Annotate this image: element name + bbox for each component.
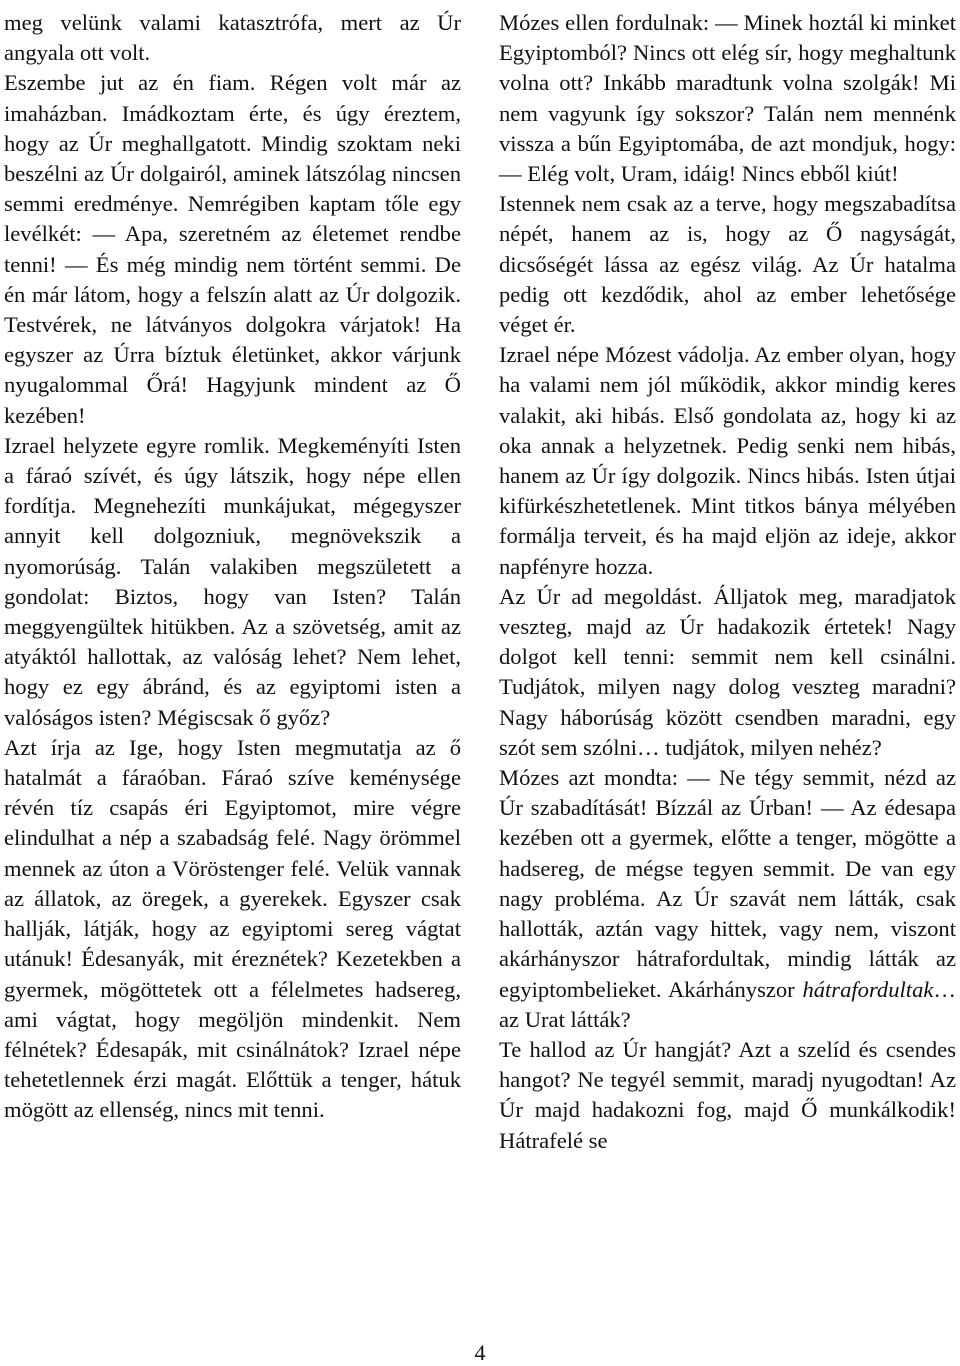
paragraph: Mózes ellen fordulnak: — Minek hoztál ki minket Egyiptomból? Nincs ott elég sír, hogy meghaltunk volna ott? Inkább maradtunk volna szolgák! Mi nem vagyunk így sokszor? Talán nem mennénk vissza a bűn Egyiptomába, de azt mondjuk, hogy: — Elég volt, Uram, idáig! Nincs ebből kiút! [499, 10, 956, 187]
emphasized-word: hátrafordultak [802, 976, 934, 1002]
page-number: 4 [474, 1340, 486, 1365]
paragraph: Istennek nem csak az a terve, hogy megszabadítsa népét, hanem az is, hogy az Ő nagyságát, dicsőségét lássa az egész világ. Az Úr hatalma pedig ott kezdődik, ahol az ember lehetősége véget ér. [499, 191, 956, 338]
paragraph: Te hallod az Úr hangját? Azt a szelíd és csendes hangot? Ne tegyél semmit, maradj nyugodtan! Az Úr majd hadakozni fog, majd Ő munkálkodik! Hátrafelé se [499, 1036, 956, 1153]
right-text-column [499, 8, 956, 1156]
paragraph: meg velünk valami katasztrófa, mert az Úr angyala ott volt. [4, 10, 461, 66]
paragraph: Izrael helyzete egyre romlik. Megkeményíti Isten a fáraó szívét, és úgy látszik, hogy népe ellen fordítja. Megnehezíti munkájukat, mégegyszer annyit kell dolgozniuk, megnövekszik a nyomorúság. Talán valakiben megszületett a gondolat: Biztos, hogy van Isten? Talán meggyengültek hitükben. Az a szövetség, amit az atyáktól hallottak, az valóság lehet? Nem lehet, hogy ez egy ábránd, és az egyiptomi isten a valóságos isten? Mégiscsak ő győz? [4, 432, 461, 730]
paragraph: Eszembe jut az én fiam. Régen volt már az imaházban. Imádkoztam érte, és úgy éreztem, hogy az Úr meghallgatott. Mindig szoktam neki beszélni az Úr dolgairól, aminek látszólag nincsen semmi eredménye. Nemrégiben kaptam tőle egy levélkét: — Apa, szeretném az életemet rendbe tenni! — És még mindig nem történt semmi. De én már látom, hogy a felszín alatt az Úr dolgozik. Testvérek, ne látványos dolgokra várjatok! Ha egyszer az Úrra bíztuk életünket, akkor várjunk nyugalommal Őrá! Hagyjunk mindent az Ő kezében! [4, 70, 461, 428]
left-text-column [4, 8, 461, 1126]
paragraph: Izrael népe Mózest vádolja. Az ember olyan, hogy ha valami nem jól működik, akkor mindig keres valakit, aki hibás. Első gondolata az, hogy ki az oka annak a helyzetnek. Pedig senki nem hibás, hanem az Úr így dolgozik. Nincs hibás. Isten útjai kifürkészhetetlenek. Mint titkos bánya mélyében formálja terveit, és ha majd eljön az ideje, akkor napfényre hozza. [499, 342, 956, 579]
paragraph: Az Úr ad megoldást. Álljatok meg, maradjatok veszteg, majd az Úr hadakozik értetek! Nagy dolgot kell tenni: semmit nem kell csinálni. Tudjátok, milyen nagy dolog veszteg maradni? Nagy háborúság között csendben maradni, egy szót sem szólni… tudjátok, milyen nehéz? [499, 583, 956, 760]
paragraph: Azt írja az Ige, hogy Isten megmutatja az ő hatalmát a fáraóban. Fáraó szíve keménysége révén tíz csapás éri Egyiptomot, mire végre elindulhat a nép a szabadság felé. Nagy örömmel mennek az úton a Vöröstenger felé. Velük vannak az állatok, az öregek, a gyerekek. Egyszer csak hallják, látják, hogy az egyiptomi sereg vágtat utánuk! Édesanyák, mit éreznétek? Kezetekben a gyermek, mögöttetek ott a félelmetes hadsereg, ami vágtat, hogy megöljön mindenkit. Nem félnétek? Édesapák, mit csinálnátok? Izrael népe tehetetlennek érzi magát. Előttük a tenger, hátuk mögött az ellenség, nincs mit tenni. [4, 734, 461, 1123]
paragraph-text: Mózes azt mondta: — Ne tégy semmit, nézd az Úr szabadítását! Bízzál az Úrban! — Az édesapa kezében ott a gyermek, előtte a tenger, mögötte a hadsereg, de mégse tegyen semmit. De van egy nagy probléma. Az Úr szavát nem látták, csak hallották, aztán vagy hittek, vagy nem, viszont akárhányszor hátrafordultak, mindig látták az egyiptombelieket. Akárhányszor [499, 765, 956, 1002]
paragraph [499, 763, 956, 1035]
paragraph-text: … az Urat látták? [499, 976, 956, 1032]
